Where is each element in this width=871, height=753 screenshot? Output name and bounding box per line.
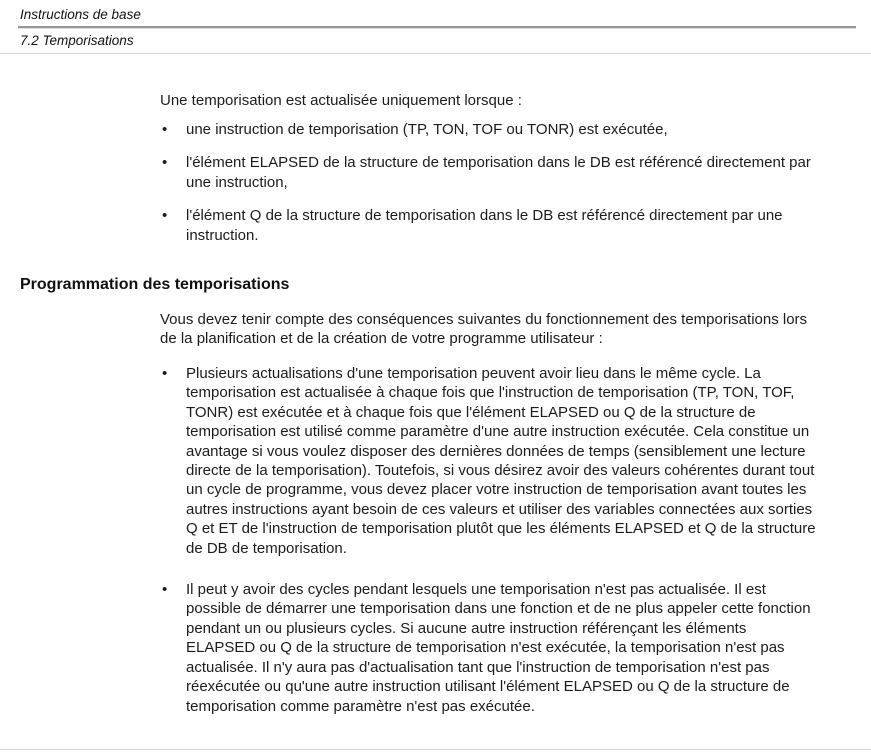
chapter-title: Instructions de base	[20, 7, 141, 22]
bullet-item	[162, 120, 822, 139]
bullet-icon: •	[162, 581, 168, 599]
bullet-icon: •	[162, 154, 168, 172]
bullet-icon: •	[162, 365, 168, 382]
bullet-item	[162, 364, 834, 558]
footer-rule	[0, 749, 871, 750]
bullet-item	[162, 153, 822, 192]
bullet-text: Plusieurs actualisations d'une temporisation peuvent avoir lieu dans le même cycle. La temporisation est actualisée à chaque fois que l'instruction de temporisation (TP, TON, TOF, TONR) est exécutée et à chaque fois que l'élément ELAPSED ou Q de la structure de temporisation est utilisé comme paramètre d'une autre instruction exécutée. Cela constitue un avantage si vous voulez disposer des dernières données de temps (sensiblement une lecture directe de la temporisation). Toutefois, si vous désirez avoir des valeurs cohérentes durant tout un cycle de programme, vous devez placer votre instruction de temporisation avant toutes les autres instructions ayant besoin de ces valeurs et utiliser des variables connectées aux sorties Q et ET de l'instruction de temporisation plutôt que les éléments ELAPSED et Q de la structure de DB de temporisation.	[186, 365, 816, 557]
bullet-text: l'élément ELAPSED de la structure de temporisation dans le DB est référencé directement par une instruction,	[186, 154, 811, 191]
bullet-text: l'élément Q de la structure de temporisation dans le DB est référencé directement par une instruction.	[186, 207, 783, 244]
bullet-text: Il peut y avoir des cycles pendant lesquels une temporisation n'est pas actualisée. Il est possible de démarrer une temporisation dans une fonction et de ne plus appeler cette fonction pendant un ou plusieurs cycles. Si aucune autre instruction référençant les éléments ELAPSED ou Q de la structure de temporisation n'est exécutée, la temporisation n'est pas actualisée. Il n'y aura pas d'actualisation tant que l'instruction de temporisation n'est pas réexécutée ou qu'une autre instruction utilisant l'élément ELAPSED ou Q de la structure de temporisation comme paramètre n'est pas exécutée.	[186, 581, 811, 715]
intro-paragraph: Une temporisation est actualisée uniquement lorsque :	[160, 92, 522, 109]
intro-bullet-list	[162, 120, 822, 259]
header-rule	[18, 26, 856, 29]
bullet-text: une instruction de temporisation (TP, TON, TOF ou TONR) est exécutée,	[186, 121, 668, 138]
body-paragraph: Vous devez tenir compte des conséquences suivantes du fonctionnement des temporisations lors de la planification et de la création de votre programme utilisateur :	[160, 311, 808, 348]
section-heading: Programmation des temporisations	[20, 276, 290, 293]
bullet-item	[162, 580, 834, 716]
bullet-icon: •	[162, 207, 168, 225]
bullet-icon: •	[162, 121, 168, 138]
bullet-item	[162, 206, 822, 245]
programming-bullet-list	[162, 364, 834, 738]
section-title: 7.2 Temporisations	[20, 33, 134, 48]
section-rule	[0, 53, 871, 54]
